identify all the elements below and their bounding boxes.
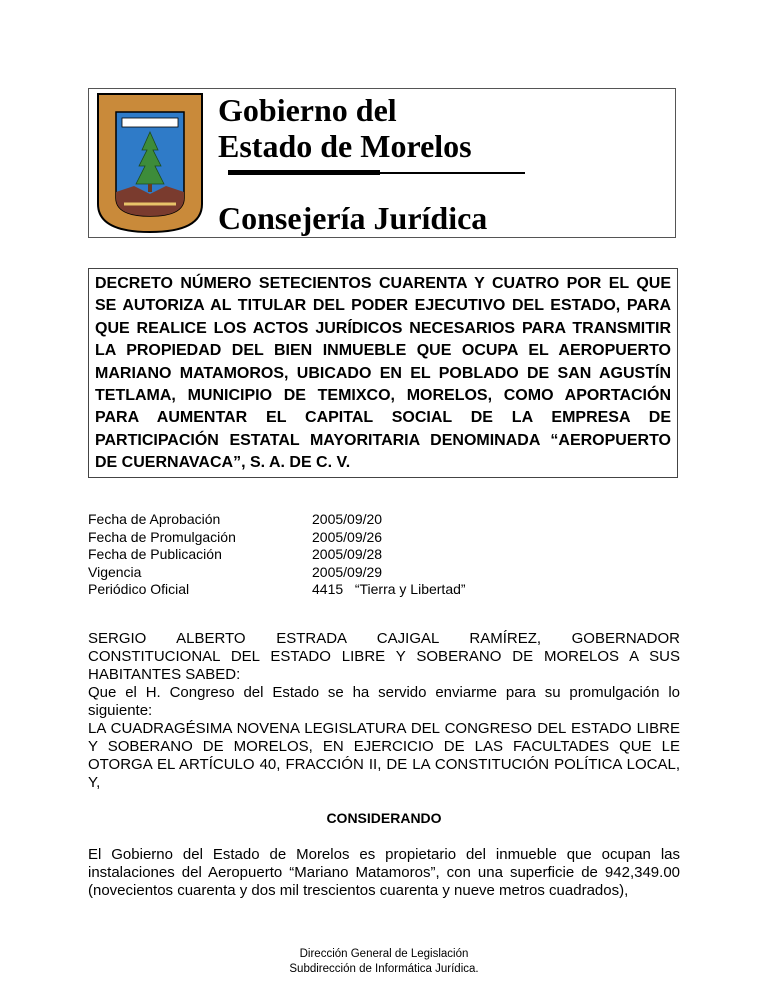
metadata-value: 2005/09/28 xyxy=(312,546,383,562)
section-heading: CONSIDERANDO xyxy=(326,810,442,826)
metadata-value: 2005/09/26 xyxy=(312,528,383,545)
title-line-1: Gobierno del xyxy=(218,92,397,128)
metadata-row xyxy=(88,529,466,547)
department-title: Consejería Jurídica xyxy=(218,200,488,236)
metadata-value: 2005/09/20 xyxy=(312,511,383,527)
legislature-paragraph: LA CUADRAGÉSIMA NOVENA LEGISLATURA DEL CONGRESO DEL ESTADO LIBRE Y SOBERANO DE MORELOS, EN EJERCICIO DE LAS FACULTADES QUE LE OTORGA EL ARTÍCULO 40, FRACCIÓN II, DE LA CONSTITUCIÓN POLÍTICA LOCAL, Y, xyxy=(88,720,680,791)
considerando-paragraph: El Gobierno del Estado de Morelos es propietario del inmueble que ocupan las instalaciones del Aeropuerto “Mariano Matamoros”, con una superficie de 942,349.00 (novecientos cuarenta y dos mil trescientos cuarenta y nueve metros cuadrados), xyxy=(88,846,680,899)
page-footer xyxy=(0,947,768,977)
metadata-row xyxy=(88,581,466,599)
government-title xyxy=(218,92,472,164)
metadata-label: Fecha de Aprobación xyxy=(88,511,221,527)
footer-line-2: Subdirección de Informática Jurídica. xyxy=(289,963,479,975)
metadata-value: 2005/09/29 xyxy=(312,563,383,580)
intro-paragraph: SERGIO ALBERTO ESTRADA CAJIGAL RAMÍREZ, GOBERNADOR CONSTITUCIONAL DEL ESTADO LIBRE Y SOBERANO DE MORELOS A SUS HABITANTES SABED: xyxy=(88,630,680,683)
metadata-label: Fecha de Promulgación xyxy=(88,528,236,545)
decree-title: DECRETO NÚMERO SETECIENTOS CUARENTA Y CUATRO POR EL QUE SE AUTORIZA AL TITULAR DEL PODER EJECUTIVO DEL ESTADO, PARA QUE REALICE LOS ACTOS JURÍDICOS NECESARIOS PARA TRANSMITIR LA PROPIEDAD DEL BIEN INMUEBLE QUE OCUPA EL AEROPUERTO MARIANO MATAMOROS, UBICADO EN EL POBLADO DE SAN AGUSTÍN TETLAMA, MUNICIPIO DE TEMIXCO, MORELOS, COMO APORTACIÓN PARA AUMENTAR EL CAPITAL SOCIAL DE LA EMPRESA DE PARTICIPACIÓN ESTATAL MAYORITARIA DENOMINADA “AEROPUERTO DE CUERNAVACA”, S. A. DE C. V. xyxy=(95,275,671,472)
decree-title-box xyxy=(88,268,678,478)
metadata-row xyxy=(88,546,466,564)
metadata-label: Fecha de Publicación xyxy=(88,546,222,562)
state-seal-logo xyxy=(94,92,206,234)
metadata-row xyxy=(88,511,466,529)
footer-line-1: Dirección General de Legislación xyxy=(299,948,469,960)
header-rule-thin xyxy=(380,172,525,174)
title-line-2: Estado de Morelos xyxy=(218,128,472,164)
metadata-label: Periódico Oficial xyxy=(88,581,190,597)
metadata-label: Vigencia xyxy=(88,563,142,580)
metadata-row xyxy=(88,564,466,582)
metadata-table xyxy=(88,511,466,599)
header-rule-thick xyxy=(228,170,380,175)
promulgation-paragraph: Que el H. Congreso del Estado se ha servido enviarme para su promulgación lo siguiente: xyxy=(88,684,680,719)
metadata-value: 4415 “Tierra y Libertad” xyxy=(312,581,466,597)
